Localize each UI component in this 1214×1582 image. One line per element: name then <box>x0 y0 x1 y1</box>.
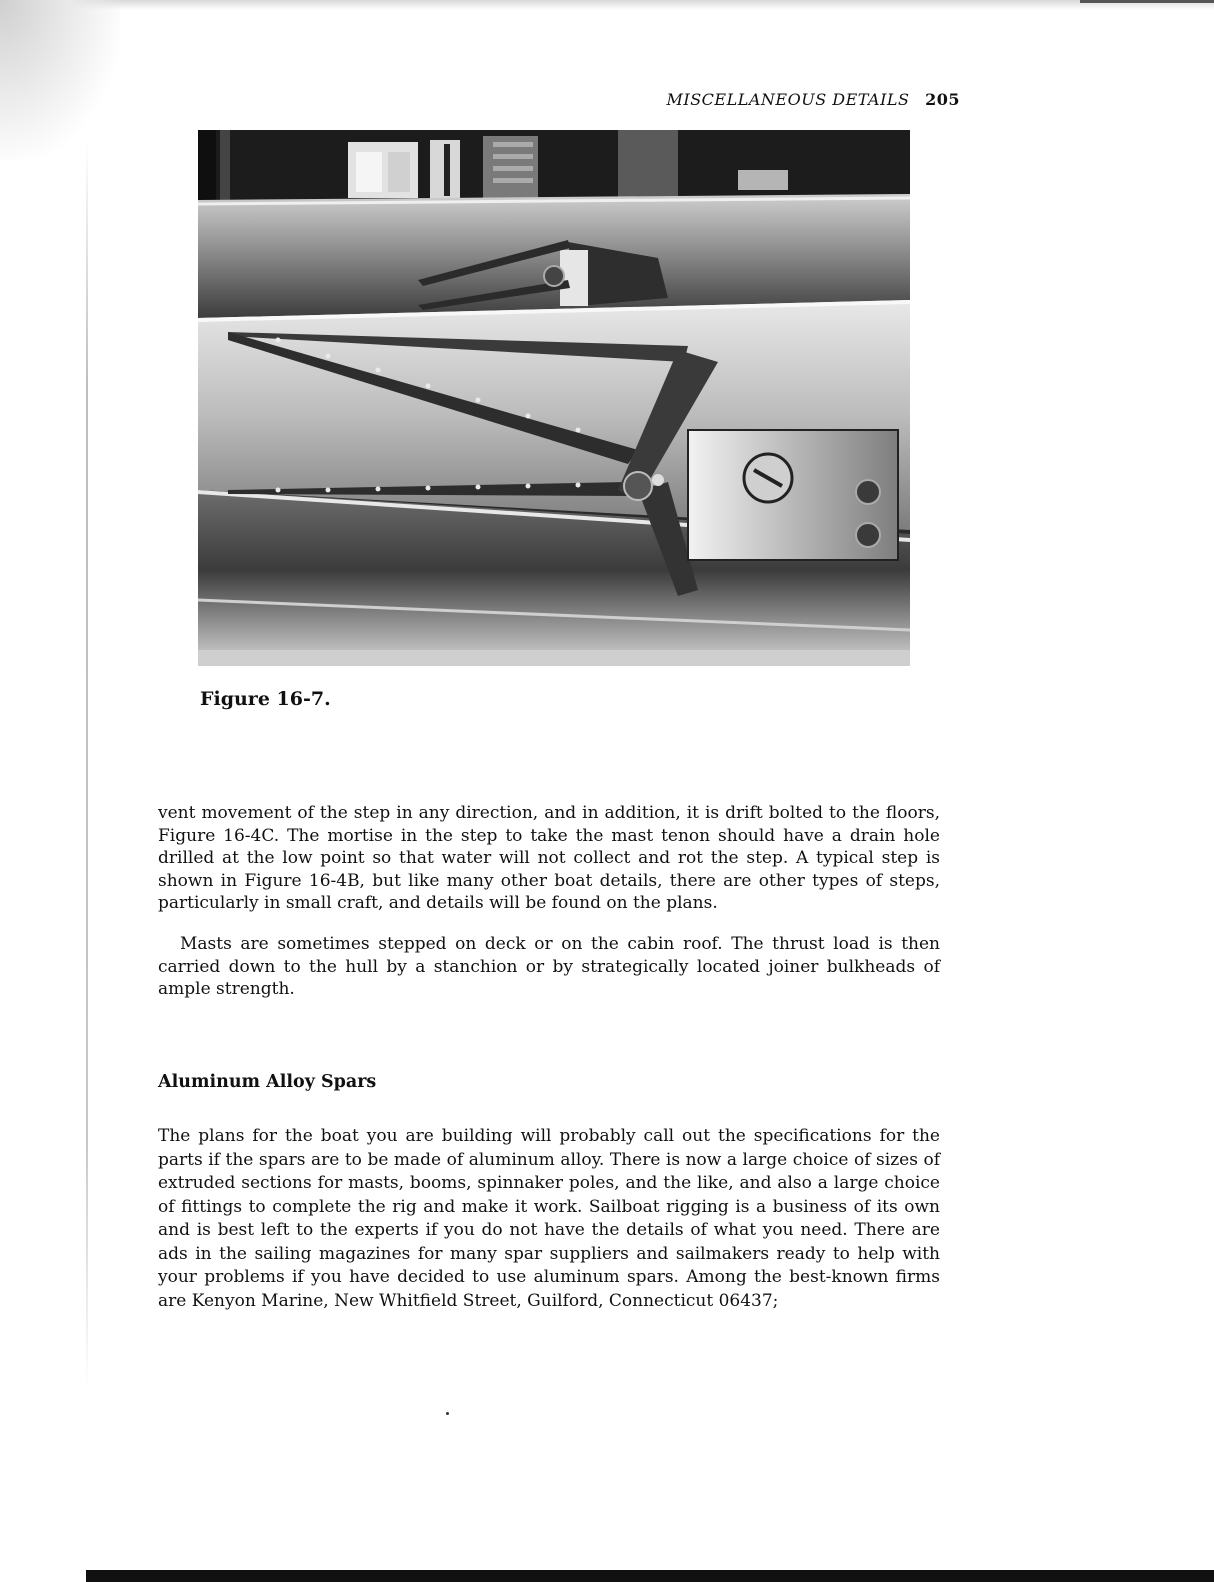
figure-photo <box>198 130 910 666</box>
running-title: MISCELLANEOUS DETAILS <box>666 90 910 109</box>
running-head <box>560 90 960 116</box>
scan-edge-top-right <box>1080 0 1214 3</box>
scan-gutter-line <box>86 140 88 1390</box>
body-paragraph-2: Masts are sometimes stepped on deck or on the cabin roof. The thrust load is then carried down to the hull by a stanchion or by strategically located joiner bulkheads of ample strength. <box>158 934 940 999</box>
page-number: 205 <box>925 90 960 109</box>
scan-speck <box>446 1412 449 1415</box>
figure-caption: Figure 16-7. <box>200 688 331 710</box>
scan-shadow-bottom <box>86 1570 1214 1582</box>
section-heading: Aluminum Alloy Spars <box>158 1072 377 1092</box>
scan-shadow-top <box>0 0 1214 10</box>
body-paragraph-1: vent movement of the step in any direction, and in addition, it is drift bolted to the floors, Figure 16-4C. The mortise in the step to take the mast tenon should have a drain hole drilled at the low point so that water will not collect and rot the step. A typical step is shown in Figure 16-4B, but like many other boat details, there are other types of steps, particularly in small craft, and details will be found on the plans. <box>158 803 940 913</box>
scan-shadow-corner <box>0 0 120 160</box>
body-paragraph-3: The plans for the boat you are building will probably call out the specifications for the parts if the spars are to be made of aluminum alloy. There is now a large choice of sizes of extruded sections for masts, booms, spinnaker poles, and the like, and also a large choice of fittings to complete the rig and make it work. Sailboat rigging is a business of its own and is best left to the experts if you do not have the details of what you need. There are ads in the sailing magazines for many spar suppliers and sailmakers ready to help with your problems if you have decided to use aluminum spars. Among the best-known firms are Kenyon Marine, New Whitfield Street, Guilford, Connecticut 06437; <box>158 1126 940 1311</box>
